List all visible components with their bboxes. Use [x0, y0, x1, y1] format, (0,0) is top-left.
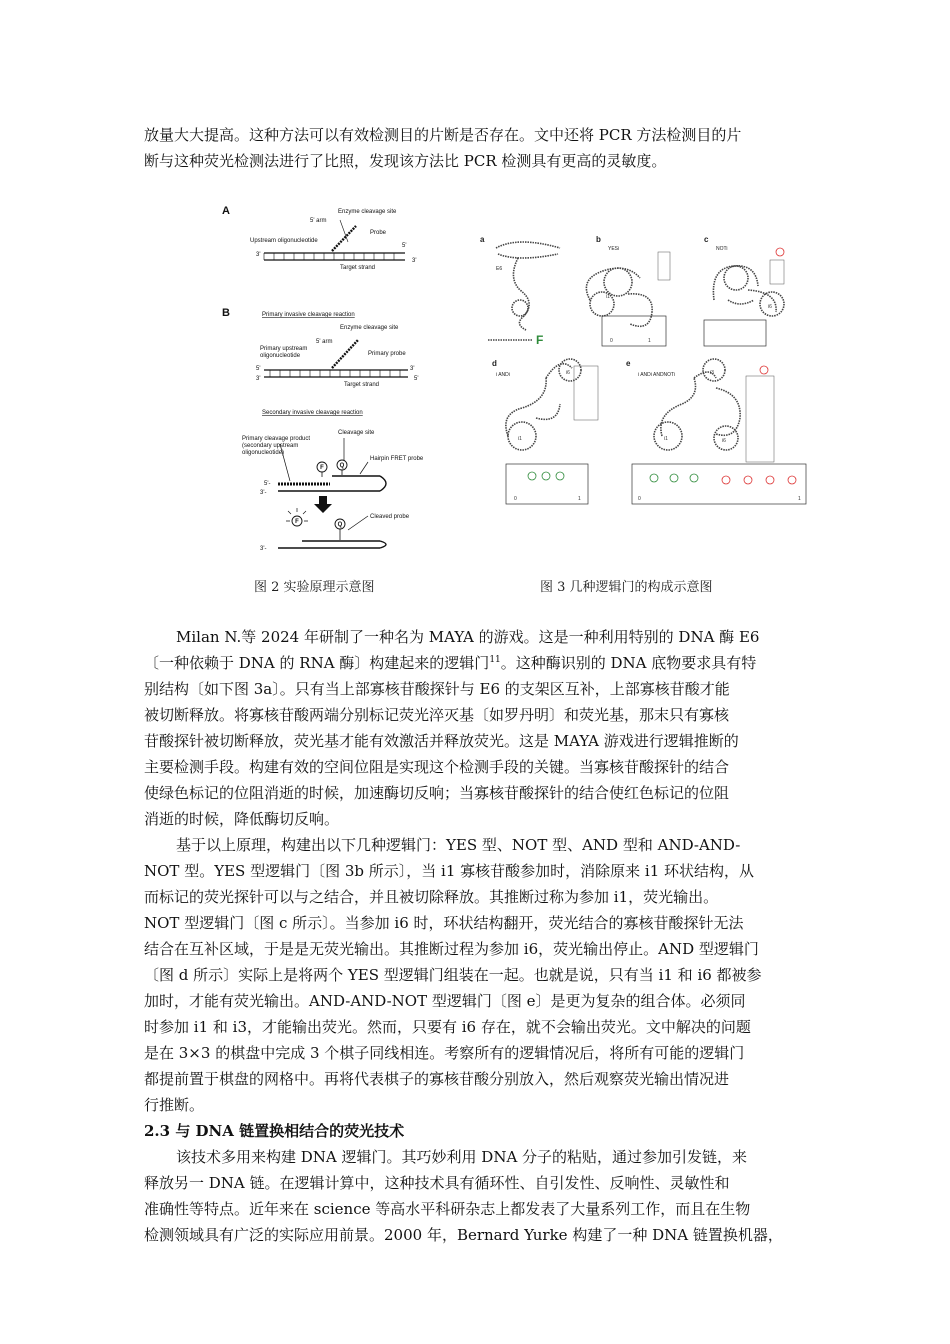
- diagram-label: Enzyme cleavage site: [338, 209, 397, 215]
- figure-3-caption: 图 3 几种逻辑门的构成示意图: [540, 580, 713, 595]
- diagram-label: oligonucleotide): [242, 450, 285, 456]
- text-line: 释放另一 DNA 链。在逻辑计算中，这种技术具有循环性、自引发性、反响性、灵敏性和: [144, 1174, 730, 1192]
- panel-letter: a: [480, 235, 485, 244]
- diagram-label: Probe: [370, 230, 387, 236]
- diagram-label: Enzyme cleavage site: [340, 325, 399, 331]
- text-line: 苷酸探针被切断释放，荧光基才能有效激活并释放荧光。这是 MAYA 游戏进行逻辑推断的: [144, 732, 739, 750]
- text-line: Milan N.等 2024 年研制了一种名为 MAYA 的游戏。这是一种利用特别的 DNA 酶 E6: [176, 628, 760, 646]
- text-line: 〔图 d 所示〕实际上是将两个 YES 型逻辑门组装在一起。也就是说，只有当 i1 和 i6 都被参: [144, 966, 762, 984]
- truth-value: 0: [610, 338, 613, 344]
- panel-letter: b: [596, 235, 601, 244]
- input-label: i6: [722, 438, 726, 444]
- gate-label: i ANDi: [496, 372, 510, 378]
- text-line: 别结构〔如下图 3a〕。只有当上部寡核苷酸探针与 E6 的支架区互补，上部寡核苷酸才能: [144, 680, 730, 698]
- truth-tables: [574, 252, 784, 462]
- intro-paragraph: [144, 122, 809, 174]
- text-line: 基于以上原理，构建出以下几种逻辑门：YES 型、NOT 型、AND 型和 AND-AND-: [176, 836, 741, 854]
- panel-letter-a: A: [222, 205, 230, 217]
- panel-letter-b: B: [222, 307, 230, 319]
- diagram-label: Primary probe: [368, 351, 406, 357]
- text-line: 消逝的时候，降低酶切反响。: [144, 810, 340, 828]
- text-line: NOT 型逻辑门〔图 c 所示〕。当参加 i6 时，环状结构翻开，荧光结合的寡核苷酸探针无法: [144, 914, 744, 932]
- quencher-label: Q: [339, 463, 345, 469]
- diagram-title: Secondary invasive cleavage reaction: [262, 410, 363, 416]
- diagram-label: Primary upstream: [260, 346, 308, 352]
- diagram-label: 5' arm: [316, 339, 333, 345]
- input-label: i3: [710, 370, 714, 376]
- strand-end: 5': [414, 376, 419, 382]
- gate-label: NOTi: [716, 246, 728, 252]
- panel-b-secondary-strands: [278, 438, 386, 548]
- text-line: 主要检测手段。构建有效的空间位阻是实现这个检测手段的关键。当寡核苷酸探针的结合: [144, 758, 730, 776]
- fluorophore-label: F: [320, 465, 324, 471]
- quencher-label: Q: [337, 522, 343, 528]
- reaction-arrow: [314, 496, 332, 513]
- truth-value: 0: [514, 496, 517, 502]
- gate-label: YESi: [608, 246, 620, 252]
- input-label: i1: [664, 436, 668, 442]
- text-line: 都提前置于棋盘的网格中。再将代表棋子的寡核苷酸分别放入，然后观察荧光输出情况进: [144, 1070, 730, 1088]
- fluorophore-label: F: [295, 519, 299, 525]
- text-line: 加时，才能有荧光输出。AND-AND-NOT 型逻辑门〔图 e〕是更为复杂的组合体。必须同: [144, 992, 746, 1010]
- text-line: 行推断。: [144, 1096, 205, 1114]
- input-label: i1: [606, 294, 610, 300]
- diagram-label: Cleaved probe: [370, 514, 410, 520]
- fluorophore-label: F: [536, 333, 544, 347]
- diagram-label: Primary cleavage product: [242, 436, 311, 442]
- diagram-label: 5' arm: [310, 218, 327, 224]
- diagram-label: Upstream oligonucleotide: [250, 238, 318, 244]
- text-line: 结合在互补区域，于是是无荧光输出。其推断过程为参加 i6，荧光输出停止。AND 型逻辑门: [144, 940, 759, 958]
- diagram-label: (secondary upstream: [242, 443, 299, 449]
- strand-end: 3': [410, 366, 415, 372]
- text-line: NOT 型。YES 型逻辑门〔图 3b 所示〕，当 i1 寡核苷酸参加时，消除原来 i1 环状结构，从: [144, 862, 755, 880]
- text-line: 准确性等特点。近年来在 science 等高水平科研杂志上都发表了大量系列工作，而且在生物: [144, 1200, 751, 1218]
- truth-value: 1: [578, 496, 581, 502]
- figure-2-caption: 图 2 实验原理示意图: [254, 580, 375, 595]
- diagram-title: Primary invasive cleavage reaction: [262, 312, 355, 318]
- truth-value: 0: [638, 496, 641, 502]
- diagram-label: Cleavage site: [338, 430, 375, 436]
- gate-label: E6: [496, 266, 503, 272]
- body-text: [144, 624, 809, 1248]
- input-markers: [528, 472, 698, 482]
- text-line: 是在 3×3 的棋盘中完成 3 个棋子同线相连。考察所有的逻辑情况后，将所有可能的逻辑门: [144, 1044, 745, 1062]
- figure-3-diagram: [478, 228, 808, 510]
- text-line: 检测领域具有广泛的实际应用前景。2000 年，Bernard Yurke 构建了一种 DNA 链置换机器，: [144, 1226, 783, 1244]
- text-segment: 。这种酶识别的 DNA 底物要求具有特: [500, 654, 757, 672]
- panel-letter: c: [704, 235, 709, 244]
- text-line: 放量大大提高。这种方法可以有效检测目的片断是否存在。文中还将 PCR 方法检测目的片: [144, 126, 742, 144]
- section-heading: 2.3 与 DNA 链置换相结合的荧光技术: [144, 1122, 405, 1140]
- truth-value: 1: [798, 496, 801, 502]
- strand-end: 3': [256, 376, 261, 382]
- text-line: 而标记的荧光探针可以与之结合，并且被切除释放。其推断过称为参加 i1，荧光输出。: [144, 888, 719, 906]
- text-segment: 〔一种依赖于 DNA 的 RNA 酶〕构建起来的逻辑门: [144, 654, 490, 672]
- text-line: 时参加 i1 和 i3，才能输出荧光。然而，只要有 i6 存在，就不会输出荧光。文中解决的问题: [144, 1018, 751, 1036]
- diagram-label: Hairpin FRET probe: [370, 456, 424, 462]
- strand-end: 3': [412, 258, 417, 264]
- panel-letter: e: [626, 359, 631, 368]
- input-label: i6: [768, 304, 772, 310]
- strand-end: 3': [256, 252, 261, 258]
- strand-end: 3'-: [260, 546, 267, 552]
- citation-ref[interactable]: 11: [489, 655, 501, 665]
- diagram-label: Target strand: [344, 382, 380, 388]
- gate-label: i ANDi ANDNOTi: [638, 372, 676, 378]
- text-line: 被切断释放。将寡核苷酸两端分别标记荧光淬灭基〔如罗丹明〕和荧光基，那末只有寡核: [144, 706, 730, 724]
- text-line: [144, 650, 809, 676]
- text-line: 断与这种荧光检测法进行了比照，发现该方法比 PCR 检测具有更高的灵敏度。: [144, 152, 667, 170]
- strand-end: 3'-: [260, 490, 267, 496]
- panel-letter: d: [492, 359, 497, 368]
- figure-2-diagram: [220, 198, 435, 558]
- truth-value: 1: [648, 338, 651, 344]
- text-line: 使绿色标记的位阻消逝的时候，加速酶切反响；当寡核苷酸探针的结合使红色标记的位阻: [144, 784, 730, 802]
- strand-end: 5': [256, 366, 261, 372]
- text-line: 该技术多用来构建 DNA 逻辑门。其巧妙利用 DNA 分子的粘贴，通过参加引发链，来: [176, 1148, 748, 1166]
- input-label: i6: [566, 370, 570, 376]
- diagram-label: oligonucleotide: [260, 353, 301, 359]
- strand-end: 5': [402, 243, 407, 249]
- input-label: i1: [518, 436, 522, 442]
- strand-end: 5'-: [264, 481, 271, 487]
- diagram-label: Target strand: [340, 265, 376, 271]
